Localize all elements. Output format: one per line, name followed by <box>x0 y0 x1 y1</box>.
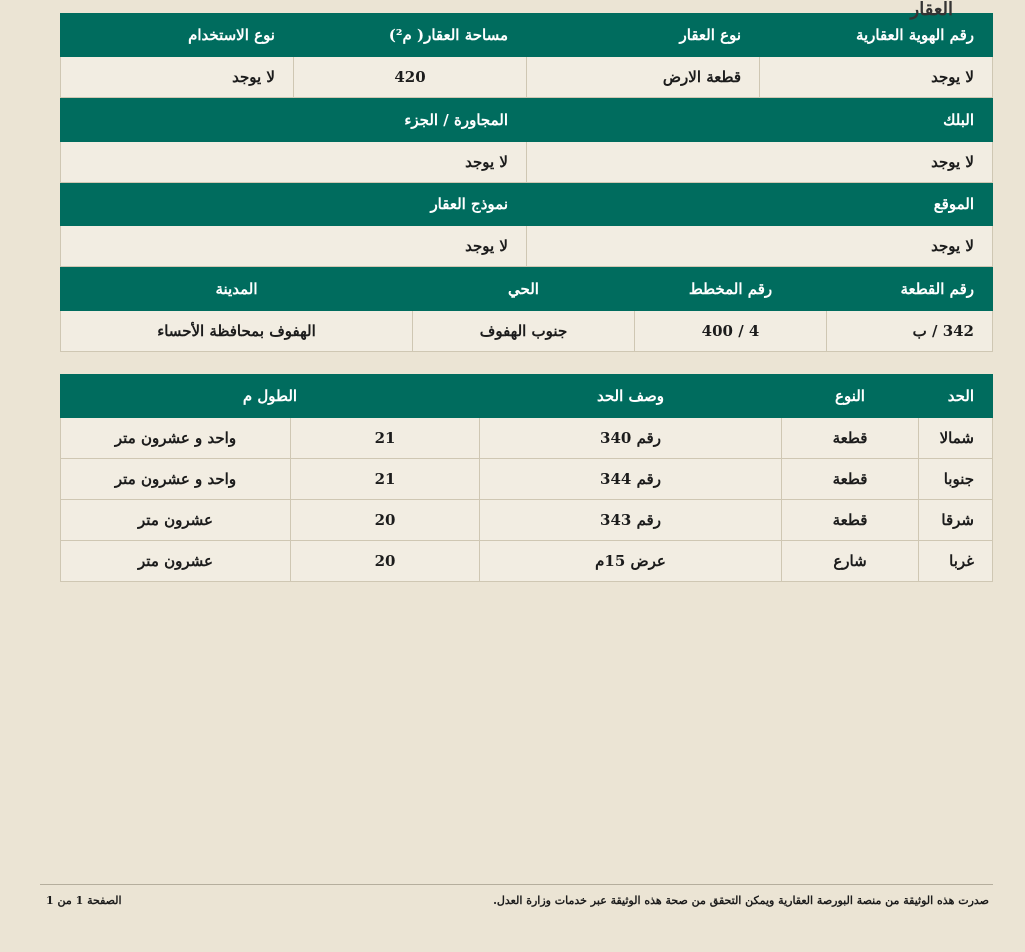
header-city: المدينة <box>61 268 413 311</box>
boundary-length: 20 <box>291 500 480 541</box>
header-row <box>61 14 993 57</box>
value-area: 420 <box>294 57 527 98</box>
header-usage-type: نوع الاستخدام <box>61 14 294 57</box>
boundary-length: 21 <box>291 418 480 459</box>
header-property-type: نوع العقار <box>527 14 760 57</box>
boundary-description: رقم 344 <box>480 459 782 500</box>
plot-table <box>60 267 993 352</box>
boundary-side: شمالا <box>919 418 993 459</box>
boundary-description: رقم 343 <box>480 500 782 541</box>
header-length: الطول م <box>60 375 479 418</box>
value-neighborhood-part: لا يوجد <box>61 142 527 183</box>
table-row <box>60 459 992 500</box>
header-plan-number: رقم المخطط <box>635 268 827 311</box>
footer-note: صدرت هذه الوثيقة من منصة البورصة العقارية ويمكن التحقق من صحة هذه الوثيقة عبر خدمات وزارة العدل. <box>493 894 989 907</box>
value-identity-number: لا يوجد <box>760 57 993 98</box>
boundary-description: رقم 340 <box>480 418 782 459</box>
header-row <box>61 268 993 311</box>
value-plan-number: 4 / 400 <box>635 311 827 352</box>
header-identity-number: رقم الهوية العقارية <box>760 14 993 57</box>
value-property-model: لا يوجد <box>61 226 527 267</box>
boundary-side: شرقا <box>919 500 993 541</box>
boundary-length-text: عشرون متر <box>60 541 290 582</box>
value-district: جنوب الهفوف <box>413 311 635 352</box>
boundary-type: شارع <box>782 541 919 582</box>
boundary-length-text: واحد و عشرون متر <box>60 459 290 500</box>
header-boundary-description: وصف الحد <box>480 375 782 418</box>
section-title: العقار <box>910 0 953 20</box>
header-row <box>60 375 992 418</box>
value-usage-type: لا يوجد <box>61 57 294 98</box>
property-info-table <box>60 13 993 98</box>
boundary-length-text: واحد و عشرون متر <box>60 418 290 459</box>
block-table <box>60 98 993 267</box>
header-area: مساحة العقار( م²) <box>294 14 527 57</box>
boundary-type: قطعة <box>782 459 919 500</box>
footer-divider <box>40 884 993 885</box>
table-row <box>61 226 993 267</box>
boundary-side: غربا <box>919 541 993 582</box>
boundary-type: قطعة <box>782 418 919 459</box>
header-property-model: نموذج العقار <box>61 183 527 226</box>
header-block: البلك <box>527 99 993 142</box>
header-district: الحي <box>413 268 635 311</box>
value-block: لا يوجد <box>527 142 993 183</box>
header-plot-number: رقم القطعة <box>827 268 993 311</box>
boundary-length: 21 <box>291 459 480 500</box>
value-plot-number: 342 / ب <box>827 311 993 352</box>
header-neighborhood-part: المجاورة / الجزء <box>61 99 527 142</box>
header-type: النوع <box>782 375 919 418</box>
table-row <box>61 311 993 352</box>
boundary-length-text: عشرون متر <box>60 500 290 541</box>
boundary-length: 20 <box>291 541 480 582</box>
value-location: لا يوجد <box>527 226 993 267</box>
header-row <box>61 99 993 142</box>
table-row <box>60 500 992 541</box>
table-row <box>60 541 992 582</box>
boundaries-table <box>60 374 993 582</box>
boundary-side: جنوبا <box>919 459 993 500</box>
boundary-description: عرض 15م <box>480 541 782 582</box>
header-location: الموقع <box>527 183 993 226</box>
value-city: الهفوف بمحافظة الأحساء <box>61 311 413 352</box>
boundary-type: قطعة <box>782 500 919 541</box>
header-boundary: الحد <box>919 375 993 418</box>
header-row <box>61 183 993 226</box>
page-number: الصفحة 1 من 1 <box>46 894 122 907</box>
table-row <box>61 142 993 183</box>
document-body <box>61 0 993 582</box>
table-row <box>61 57 993 98</box>
table-row <box>60 418 992 459</box>
value-property-type: قطعة الارض <box>527 57 760 98</box>
